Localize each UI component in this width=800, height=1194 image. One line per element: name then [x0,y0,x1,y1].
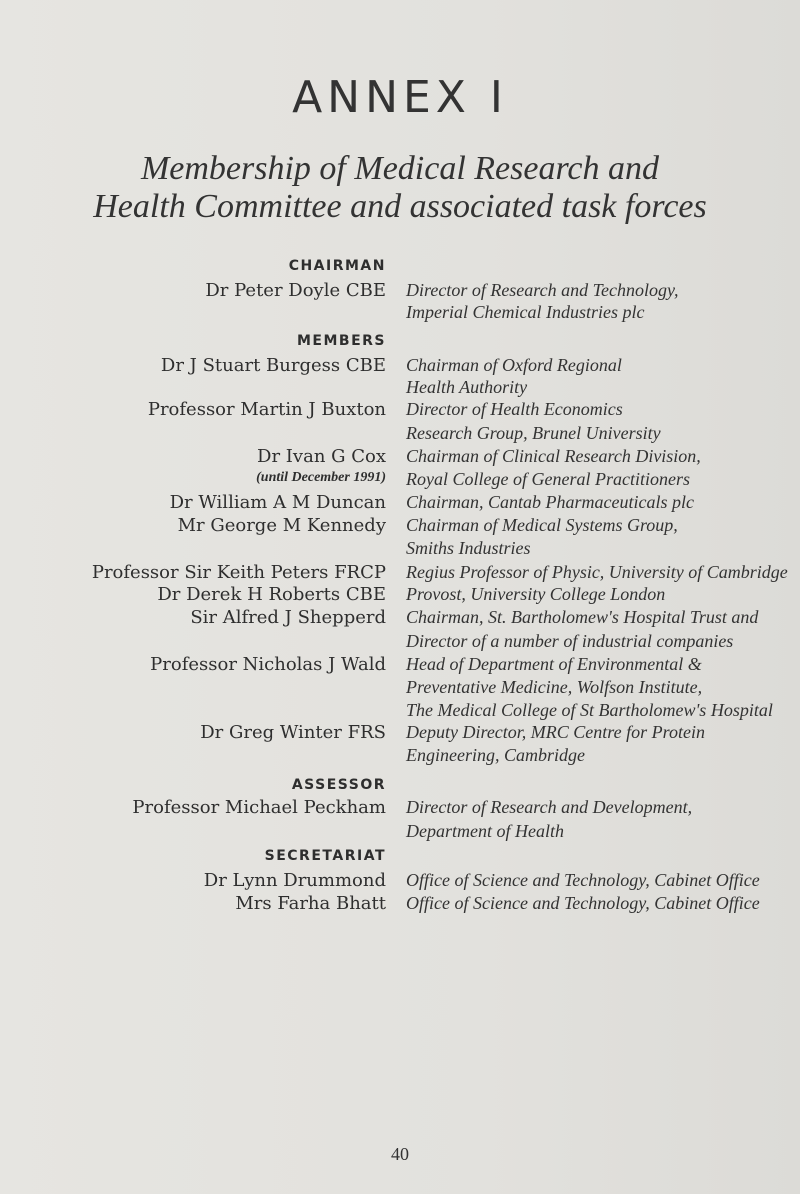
chairman-role-line-1: Director of Research and Technology, [406,280,679,300]
secretariat-role: Office of Science and Technology, Cabinet Office [406,870,760,890]
member-role-line: Chairman of Oxford Regional [406,355,622,375]
chairman-heading: CHAIRMAN [288,258,386,274]
member-role-line: Provost, University College London [406,584,666,604]
member-role-line: Chairman of Clinical Research Division, [406,446,701,466]
member-name: Dr J Stuart Burgess CBE [160,355,386,376]
assessor-heading: ASSESSOR [291,777,386,793]
assessor-role-line-1: Director of Research and Development, [406,797,693,817]
member-role-line: Chairman, Cantab Pharmaceuticals plc [406,492,694,512]
member-name: Dr Derek H Roberts CBE [157,584,386,605]
assessor-name: Professor Michael Peckham [132,797,386,818]
secretariat-heading: SECRETARIAT [264,848,386,864]
member-role-line: Preventative Medicine, Wolfson Institute, [406,677,703,697]
chairman-role-line-2: Imperial Chemical Industries plc [406,302,645,322]
member-role-line: Director of Health Economics [406,399,623,419]
member-role-line: Health Authority [406,377,528,397]
member-name: Dr Ivan G Cox [257,446,386,467]
member-role-line: Deputy Director, MRC Centre for Protein [406,722,705,742]
member-role-line: Chairman, St. Bartholomew's Hospital Trust and [406,607,759,627]
chairman-name: Dr Peter Doyle CBE [205,280,386,301]
secretariat-name: Mrs Farha Bhatt [235,893,386,914]
member-name: Professor Martin J Buxton [147,399,386,420]
annex-title: ANNEX I [292,72,508,123]
member-name: Professor Sir Keith Peters FRCP [91,562,386,583]
member-role-line: Research Group, Brunel University [406,423,661,443]
member-role-line: Engineering, Cambridge [406,745,585,765]
member-role-line: The Medical College of St Bartholomew's Hospital [406,700,773,720]
secretariat-name: Dr Lynn Drummond [203,870,386,891]
member-role-line: Head of Department of Environmental & [406,654,702,674]
assessor-role-line-2: Department of Health [406,821,564,841]
member-role-line: Chairman of Medical Systems Group, [406,515,678,535]
member-name: Professor Nicholas J Wald [150,654,386,675]
page-subtitle [0,150,800,226]
member-role-line: Smiths Industries [406,538,531,558]
page-number: 40 [391,1144,409,1164]
member-name: Sir Alfred J Shepperd [190,607,386,628]
member-role-line: Regius Professor of Physic, University of Cambridge [406,562,788,582]
subtitle-line-2: Health Committee and associated task forces [93,188,707,225]
subtitle-line-1: Membership of Medical Research and [140,150,660,187]
member-name: Mr George M Kennedy [177,515,386,536]
member-role-line: Royal College of General Practitioners [406,469,690,489]
member-role-line: Director of a number of industrial companies [406,631,734,651]
member-name: Dr William A M Duncan [169,492,386,513]
member-note: (until December 1991) [256,470,386,485]
secretariat-role: Office of Science and Technology, Cabinet Office [406,893,760,913]
member-name: Dr Greg Winter FRS [200,722,386,743]
members-heading: MEMBERS [296,333,386,349]
